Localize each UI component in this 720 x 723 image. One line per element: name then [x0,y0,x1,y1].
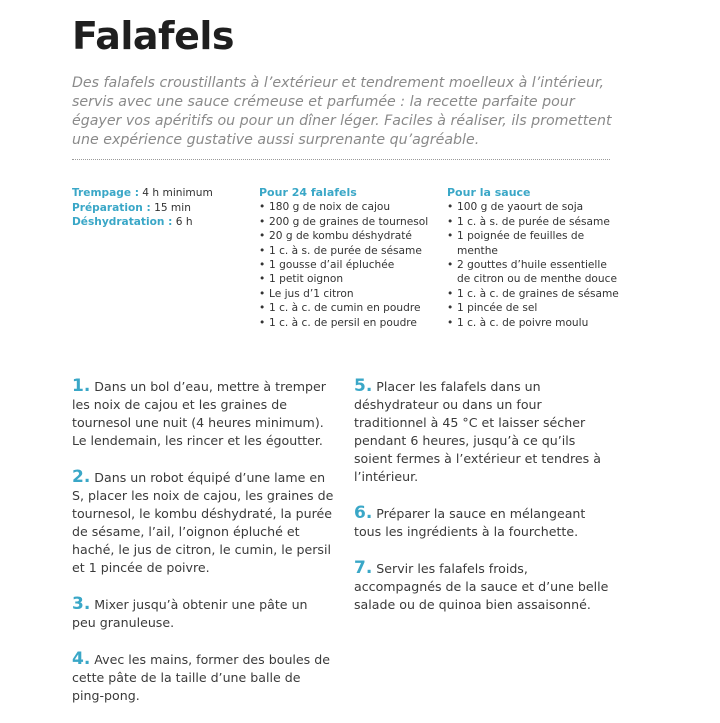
list-item: • 1 gousse d’ail épluchée [259,258,437,272]
step-number: 1. [72,376,91,396]
list-item: • 1 pincée de sel [447,301,622,315]
step-number: 7. [354,558,373,578]
list-item: • 1 c. à c. de graines de sésame [447,287,622,301]
timing-label: Préparation : [72,201,151,214]
step-number: 6. [354,503,373,523]
timing-value: 15 min [150,201,191,214]
step-number: 4. [72,649,91,669]
step-7 [354,559,612,614]
list-item: • 1 c. à c. de cumin en poudre [259,301,437,315]
step-1 [72,377,334,450]
step-text: Dans un robot équipé d’une lame en S, placer les noix de cajou, les graines de tournesol, le kombu déshydraté, la purée de sésame, l’ail, l’oignon épluché et haché, le jus de citron, le cumin, le persil et 1 pincée de poivre. [72,470,334,575]
list-item: • 1 poignée de feuilles de menthe [447,229,622,258]
step-number: 5. [354,376,373,396]
list-item: • 20 g de kombu déshydraté [259,229,437,243]
step-2 [72,468,334,577]
step-4 [72,650,334,705]
timing-block [72,186,252,230]
sauce-ingredients [447,186,622,330]
dotted-divider [72,159,610,160]
step-3 [72,595,334,632]
list-item: • 1 c. à c. de poivre moulu [447,316,622,330]
step-6 [354,504,612,541]
falafels-ingredient-list [259,200,437,330]
steps-column-left [72,377,334,723]
list-item: • 200 g de graines de tournesol [259,215,437,229]
step-text: Placer les falafels dans un déshydrateur ou dans un four traditionnel à 45 °C et laisser sécher pendant 6 heures, jusqu’à ce qu’ils soient fermes à l’extérieur et tendres à l’intérieur. [354,379,601,484]
timing-row-trempage [72,186,252,201]
step-text: Préparer la sauce en mélangeant tous les ingrédients à la fourchette. [354,506,586,539]
list-item: • 1 c. à s. de purée de sésame [259,244,437,258]
intro-text: Des falafels croustillants à l’extérieur et tendrement moelleux à l’intérieur, servis avec une sauce crémeuse et parfumée : la recette parfaite pour égayer vos apéritifs ou pour un dîner léger. Faciles à réaliser, ils promettent une expérience gustative aussi surprenante qu’agréable. [72,75,612,148]
list-item: • Le jus d’1 citron [259,287,437,301]
steps-column-right [354,377,612,632]
sauce-heading: Pour la sauce [447,186,531,199]
list-item: • 100 g de yaourt de soja [447,200,622,214]
list-item: • 2 gouttes d’huile essentielle de citron ou de menthe douce [447,258,622,287]
timing-label: Déshydratation : [72,216,173,229]
list-item: • 1 c. à c. de persil en poudre [259,316,437,330]
step-number: 2. [72,467,91,487]
timing-value: 6 h [172,216,193,229]
list-item: • 1 c. à s. de purée de sésame [447,215,622,229]
list-item: • 180 g de noix de cajou [259,200,437,214]
step-text: Avec les mains, former des boules de cette pâte de la taille d’une balle de ping-pong. [72,652,330,703]
step-number: 3. [72,594,91,614]
list-item: • 1 petit oignon [259,272,437,286]
sauce-ingredient-list [447,200,622,330]
step-5 [354,377,612,486]
step-text: Mixer jusqu’à obtenir une pâte un peu granuleuse. [72,597,308,630]
timing-row-preparation [72,201,252,216]
falafels-heading: Pour 24 falafels [259,186,357,199]
step-text: Servir les falafels froids, accompagnés de la sauce et d’une belle salade ou de quinoa bien assaisonné. [354,561,609,612]
timing-label: Trempage : [72,187,139,199]
timing-value: 4 h minimum [138,187,213,199]
falafels-ingredients [259,186,437,330]
page-title: Falafels [72,14,234,58]
step-text: Dans un bol d’eau, mettre à tremper les noix de cajou et les graines de tournesol une nuit (4 heures minimum). Le lendemain, les rincer et les égoutter. [72,379,326,448]
timing-row-deshydratation [72,215,252,230]
